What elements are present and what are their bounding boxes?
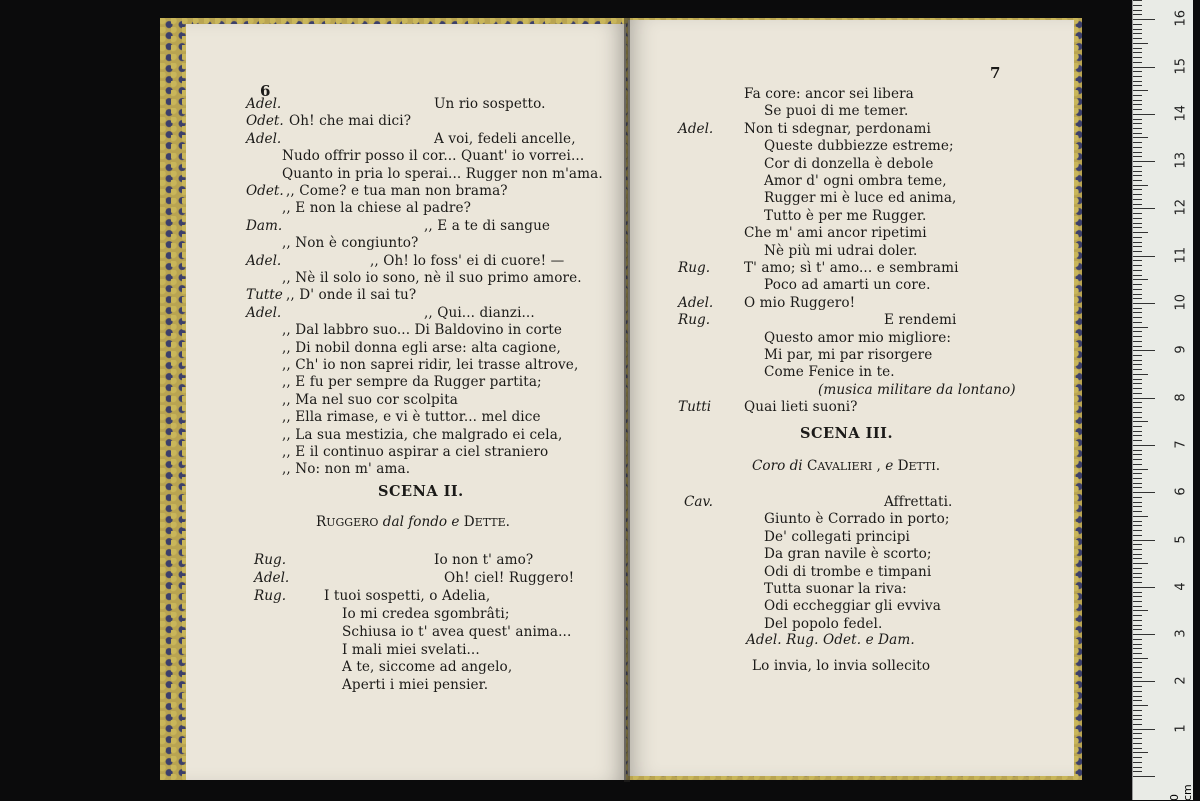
verse-line: (musica militare da lontano) (818, 381, 1016, 398)
ruler-tick (1133, 369, 1142, 370)
speaker-label: Odet. (246, 113, 284, 130)
ruler-tick (1133, 175, 1142, 176)
verse-line: E rendemi (884, 312, 957, 329)
ruler-tick (1133, 133, 1142, 134)
ruler-tick (1133, 346, 1142, 347)
ruler-tick (1133, 473, 1142, 474)
ruler-tick (1133, 171, 1142, 172)
ruler-tick (1133, 289, 1142, 290)
verse-line: ,, Qui... dianzi... (424, 304, 535, 321)
ruler-tick (1133, 189, 1142, 190)
ruler-tick (1133, 10, 1142, 11)
ruler-tick (1133, 322, 1142, 323)
verse-line: I tuoi sospetti, o Adelia, (324, 587, 491, 604)
verse-line: Del popolo fedel. (764, 615, 883, 632)
ruler-tick (1133, 672, 1142, 673)
verse-line: Oh! che mai dici? (289, 113, 412, 130)
verse-line: ,, No: non m' ama. (282, 461, 411, 478)
scene-cast: Coro di CAVALIERI , e DETTI. (752, 458, 941, 474)
ruler-tick (1133, 563, 1148, 564)
ruler-tick (1133, 402, 1142, 403)
ruler-tick (1133, 350, 1155, 351)
ruler-tick (1133, 166, 1142, 167)
ruler-tick (1133, 450, 1142, 451)
ruler-tick (1133, 748, 1142, 749)
ruler-number: 12 (1173, 199, 1189, 216)
speaker-label: Adel. (246, 304, 282, 321)
verse-line: Schiusa io t' avea quest' anima... (342, 623, 572, 640)
speaker-label: Adel. (254, 569, 290, 586)
speaker-label: Adel. (678, 294, 714, 311)
ruler-tick (1133, 435, 1142, 436)
ruler-tick (1133, 379, 1142, 380)
ruler-tick (1133, 644, 1142, 645)
ruler-tick (1133, 696, 1142, 697)
ruler-tick (1133, 123, 1142, 124)
ruler-number: 9 (1173, 345, 1189, 354)
verse-line: A te, siccome ad angelo, (342, 659, 513, 676)
verse-line: Come Fenice in te. (764, 364, 895, 381)
speaker-label: Rug. (254, 552, 287, 568)
ruler-tick (1133, 185, 1148, 186)
verse-line: ,, Ella rimase, e vi è tuttor... mel dice (282, 409, 541, 426)
verse-line: Tutta suonar la riva: (764, 581, 907, 597)
ruler-tick (1133, 426, 1142, 427)
verse-line: ,, Come? e tua man non brama? (286, 183, 508, 199)
verse-line: ,, Non è congiunto? (282, 235, 419, 252)
verse-line: Rugger mi è luce ed anima, (764, 190, 957, 207)
ruler-tick (1133, 658, 1148, 659)
ruler-number: 6 (1173, 487, 1189, 496)
ruler-tick (1133, 719, 1142, 720)
ruler-tick (1133, 516, 1148, 517)
ruler-number: 2 (1173, 676, 1189, 686)
group-line: Adel. Rug. Odet. e Dam. (746, 632, 915, 648)
ruler-tick (1133, 43, 1148, 44)
verse-line: Giunto è Corrado in porto; (764, 511, 950, 528)
ruler-tick (1133, 506, 1142, 507)
ruler-tick (1133, 502, 1142, 503)
ruler-tick (1133, 142, 1142, 143)
speaker-label: Tutti (678, 399, 712, 416)
ruler-number: 15 (1173, 57, 1189, 74)
ruler-tick (1133, 180, 1142, 181)
verse-line: ,, La sua mestizia, che malgrado ei cela, (282, 426, 563, 443)
verse-line: Fa core: ancor sei libera (744, 86, 914, 102)
ruler-tick (1133, 242, 1142, 243)
ruler-tick (1133, 156, 1142, 157)
verse-line: Amor d' ogni ombra teme, (764, 173, 947, 189)
verse-line: Io non t' amo? (434, 552, 534, 568)
ruler-tick (1133, 0, 1142, 1)
ruler-tick (1133, 199, 1142, 200)
scene-heading: SCENA II. (378, 483, 464, 500)
ruler-tick (1133, 596, 1142, 597)
ruler-tick (1133, 738, 1142, 739)
ruler-tick (1133, 204, 1142, 205)
verse-line: A voi, fedeli ancelle, (434, 130, 576, 147)
ruler-tick (1133, 48, 1142, 49)
ruler-tick (1133, 483, 1142, 484)
ruler-number: 16 (1173, 10, 1189, 27)
ruler-tick (1133, 412, 1142, 413)
ruler-tick (1133, 776, 1155, 777)
ruler-tick (1133, 752, 1148, 753)
ruler-tick (1133, 398, 1155, 399)
ruler-tick (1133, 662, 1142, 663)
verse-line: ,, E a te di sangue (424, 217, 551, 234)
ruler-tick (1133, 223, 1142, 224)
ruler-tick (1133, 327, 1148, 328)
verse-line: Mi par, mi par risorgere (764, 347, 933, 363)
ruler-number: 1 (1173, 724, 1189, 733)
ruler-tick (1133, 686, 1142, 687)
ruler-tick (1133, 232, 1148, 233)
verse-line: Nè più mi udrai doler. (764, 242, 918, 259)
ruler-tick (1133, 246, 1142, 247)
ruler-tick (1133, 237, 1142, 238)
book-gutter (624, 18, 630, 782)
verse-line: ,, E fu per sempre da Rugger partita; (282, 374, 542, 391)
verse-line: Quai lieti suoni? (744, 399, 858, 416)
ruler-tick (1133, 729, 1155, 730)
ruler-tick (1133, 762, 1142, 763)
verse-line: Queste dubbiezze estreme; (764, 138, 954, 155)
ruler-tick (1133, 629, 1142, 630)
ruler-tick (1133, 341, 1142, 342)
ruler-tick (1133, 573, 1142, 574)
ruler-tick (1133, 95, 1142, 96)
verse-line: Nudo offrir posso il cor... Quant' io vorrei... (282, 148, 585, 165)
speaker-label: Rug. (254, 587, 287, 604)
ruler-number: 5 (1173, 534, 1189, 544)
ruler-tick (1133, 478, 1142, 479)
ruler-tick (1133, 535, 1142, 536)
ruler-tick (1133, 691, 1142, 692)
ruler-tick (1133, 19, 1155, 20)
measuring-ruler (1132, 0, 1193, 800)
ruler-tick (1133, 208, 1155, 209)
ruler-tick (1133, 606, 1142, 607)
ruler-tick (1133, 275, 1142, 276)
ruler-tick (1133, 33, 1142, 34)
ruler-tick (1133, 733, 1142, 734)
left-page (186, 24, 626, 780)
ruler-tick (1133, 700, 1142, 701)
ruler-tick (1133, 648, 1142, 649)
verse-line: ,, E non la chiese al padre? (282, 200, 472, 217)
ruler-tick (1133, 634, 1155, 635)
speaker-label: Adel. (246, 130, 282, 147)
ruler-tick (1133, 312, 1142, 313)
ruler-tick (1133, 667, 1142, 668)
verse-line: ,, Dal labbro suo... Di Baldovino in corte (282, 322, 563, 339)
ruler-tick (1133, 577, 1142, 578)
ruler-tick (1133, 592, 1142, 593)
ruler-number: 8 (1173, 392, 1189, 402)
speaker-label: Adel. (246, 96, 282, 112)
ruler-tick (1133, 119, 1142, 120)
ruler-tick (1133, 743, 1142, 744)
ruler-tick (1133, 360, 1142, 361)
verse-line: Quanto in pria lo sperai... Rugger non m'ama. (282, 165, 603, 182)
ruler-tick (1133, 757, 1142, 758)
ruler-tick (1133, 677, 1142, 678)
ruler-tick (1133, 213, 1142, 214)
ruler-tick (1133, 109, 1142, 110)
ruler-tick (1133, 549, 1142, 550)
ruler-tick (1133, 497, 1142, 498)
ruler-tick (1133, 710, 1142, 711)
ruler-number: 7 (1173, 440, 1189, 449)
ruler-tick (1133, 620, 1142, 621)
verse-line: I mali miei svelati... (342, 641, 480, 658)
ruler-tick (1133, 625, 1142, 626)
verse-line: Poco ad amarti un core. (764, 277, 931, 294)
ruler-tick (1133, 568, 1142, 569)
ruler-tick (1133, 218, 1142, 219)
ruler-tick (1133, 440, 1142, 441)
ruler-tick (1133, 38, 1142, 39)
ruler-tick (1133, 279, 1148, 280)
right-page (628, 20, 1074, 776)
ruler-tick (1133, 407, 1142, 408)
speaker-label: Tutte (246, 287, 283, 304)
ruler-unit: 0 cm (1168, 784, 1194, 801)
ruler-tick (1133, 284, 1142, 285)
ruler-tick (1133, 67, 1155, 68)
ruler-tick (1133, 152, 1142, 153)
verse-line: O mio Ruggero! (744, 294, 856, 311)
ruler-tick (1133, 454, 1142, 455)
ruler-tick (1133, 705, 1148, 706)
ruler-number: 11 (1173, 246, 1189, 264)
ruler-tick (1133, 194, 1142, 195)
verse-line: Se puoi di me temer. (764, 103, 909, 120)
ruler-tick (1133, 558, 1142, 559)
ruler-tick (1133, 417, 1142, 418)
speaker-label: Rug. (678, 312, 711, 329)
speaker-label: Adel. (246, 252, 282, 269)
ruler-tick (1133, 771, 1142, 772)
ruler-tick (1133, 85, 1142, 86)
speaker-label: Cav. (684, 494, 713, 510)
verse-line: ,, Oh! lo foss' ei di cuore! — (370, 252, 565, 269)
ruler-tick (1133, 445, 1155, 446)
verse-line: ,, E il continuo aspirar a ciel straniero (282, 444, 549, 460)
verse-line: ,, Di nobil donna egli arse: alta cagione, (282, 339, 561, 356)
ruler-tick (1133, 364, 1142, 365)
ruler-tick (1133, 298, 1142, 299)
verse-line: Io mi credea sgombrâti; (342, 605, 510, 622)
ruler-tick (1133, 767, 1142, 768)
ruler-tick (1133, 724, 1142, 725)
ruler-tick (1133, 639, 1142, 640)
ruler-number: 4 (1173, 582, 1189, 591)
ruler-tick (1133, 331, 1142, 332)
ruler-tick (1133, 521, 1142, 522)
ruler-tick (1133, 544, 1142, 545)
ruler-tick (1133, 256, 1155, 257)
ruler-tick (1133, 5, 1142, 6)
ruler-tick (1133, 57, 1142, 58)
ruler-tick (1133, 227, 1142, 228)
speaker-label: Adel. (678, 120, 714, 137)
verse-line: Un rio sospetto. (434, 96, 546, 112)
ruler-tick (1133, 260, 1142, 261)
verse-line: ,, Ma nel suo cor scolpita (282, 391, 458, 408)
ruler-tick (1133, 137, 1148, 138)
ruler-tick (1133, 161, 1155, 162)
ruler-tick (1133, 81, 1142, 82)
ruler-tick (1133, 653, 1142, 654)
verse-line: ,, D' onde il sai tu? (286, 287, 417, 304)
ruler-tick (1133, 100, 1142, 101)
ruler-tick (1133, 487, 1142, 488)
speaker-label: Dam. (246, 217, 283, 234)
ruler-tick (1133, 29, 1142, 30)
ruler-tick (1133, 71, 1142, 72)
ruler-tick (1133, 265, 1142, 266)
scene-heading: SCENA III. (800, 425, 894, 442)
verse-line: Aperti i miei pensier. (342, 677, 489, 694)
ruler-tick (1133, 459, 1142, 460)
ruler-tick (1133, 62, 1142, 63)
ruler-tick (1133, 615, 1142, 616)
ruler-tick (1133, 393, 1142, 394)
verse-line: Non ti sdegnar, perdonami (744, 120, 931, 137)
speaker-label: Odet. (246, 183, 284, 199)
ruler-tick (1133, 511, 1142, 512)
ruler-tick (1133, 355, 1142, 356)
ruler-tick (1133, 76, 1142, 77)
ruler-tick (1133, 601, 1142, 602)
ruler-tick (1133, 90, 1148, 91)
ruler-number: 14 (1173, 104, 1189, 122)
ruler-tick (1133, 270, 1142, 271)
verse-line: Cor di donzella è debole (764, 155, 934, 172)
ruler-tick (1133, 582, 1142, 583)
ruler-tick (1133, 14, 1142, 15)
ruler-tick (1133, 554, 1142, 555)
verse-line: ,, Ch' io non saprei ridir, lei trasse altrove, (282, 357, 579, 373)
ruler-tick (1133, 52, 1142, 53)
ruler-tick (1133, 464, 1142, 465)
verse-line: De' collegati principi (764, 528, 910, 545)
ruler-number: 3 (1173, 629, 1189, 638)
speaker-label: Rug. (678, 260, 711, 276)
ruler-tick (1133, 540, 1155, 541)
page-number: 7 (990, 64, 1001, 82)
scene-cast: RUGGERO dal fondo e DETTE. (316, 514, 510, 530)
verse-line: Che m' ami ancor ripetimi (744, 225, 927, 242)
verse-line: Odi eccheggiar gli evviva (764, 598, 942, 615)
ruler-tick (1133, 128, 1142, 129)
verse-line: Questo amor mio migliore: (764, 329, 952, 346)
ruler-tick (1133, 388, 1142, 389)
verse-line: Lo invia, lo invia sollecito (752, 658, 931, 674)
ruler-tick (1133, 104, 1142, 105)
ruler-tick (1133, 610, 1148, 611)
ruler-tick (1133, 492, 1155, 493)
verse-line: Affrettati. (884, 494, 953, 510)
ruler-tick (1133, 374, 1148, 375)
verse-line: Tutto è per me Rugger. (764, 207, 927, 224)
ruler-tick (1133, 303, 1155, 304)
ruler-tick (1133, 469, 1148, 470)
ruler-tick (1133, 317, 1142, 318)
ruler-tick (1133, 525, 1142, 526)
ruler-tick (1133, 431, 1142, 432)
ruler-tick (1133, 308, 1142, 309)
verse-line: Odi di trombe e timpani (764, 563, 932, 580)
ruler-tick (1133, 587, 1155, 588)
ruler-tick (1133, 114, 1155, 115)
page-number: 6 (260, 82, 271, 100)
ruler-tick (1133, 715, 1142, 716)
ruler-number: 13 (1173, 152, 1189, 169)
ruler-tick (1133, 251, 1142, 252)
ruler-tick (1133, 294, 1142, 295)
ruler-tick (1133, 147, 1142, 148)
verse-line: Oh! ciel! Ruggero! (444, 569, 575, 586)
ruler-tick (1133, 530, 1142, 531)
verse-line: T' amo; sì t' amo... e sembrami (744, 260, 959, 276)
ruler-number: 10 (1173, 293, 1189, 311)
ruler-tick (1133, 681, 1155, 682)
ruler-tick (1133, 383, 1142, 384)
verse-line: Da gran navile è scorto; (764, 546, 932, 563)
ruler-tick (1133, 336, 1142, 337)
ruler-tick (1133, 24, 1142, 25)
verse-line: ,, Nè il solo io sono, nè il suo primo amore. (282, 270, 582, 286)
ruler-tick (1133, 421, 1148, 422)
